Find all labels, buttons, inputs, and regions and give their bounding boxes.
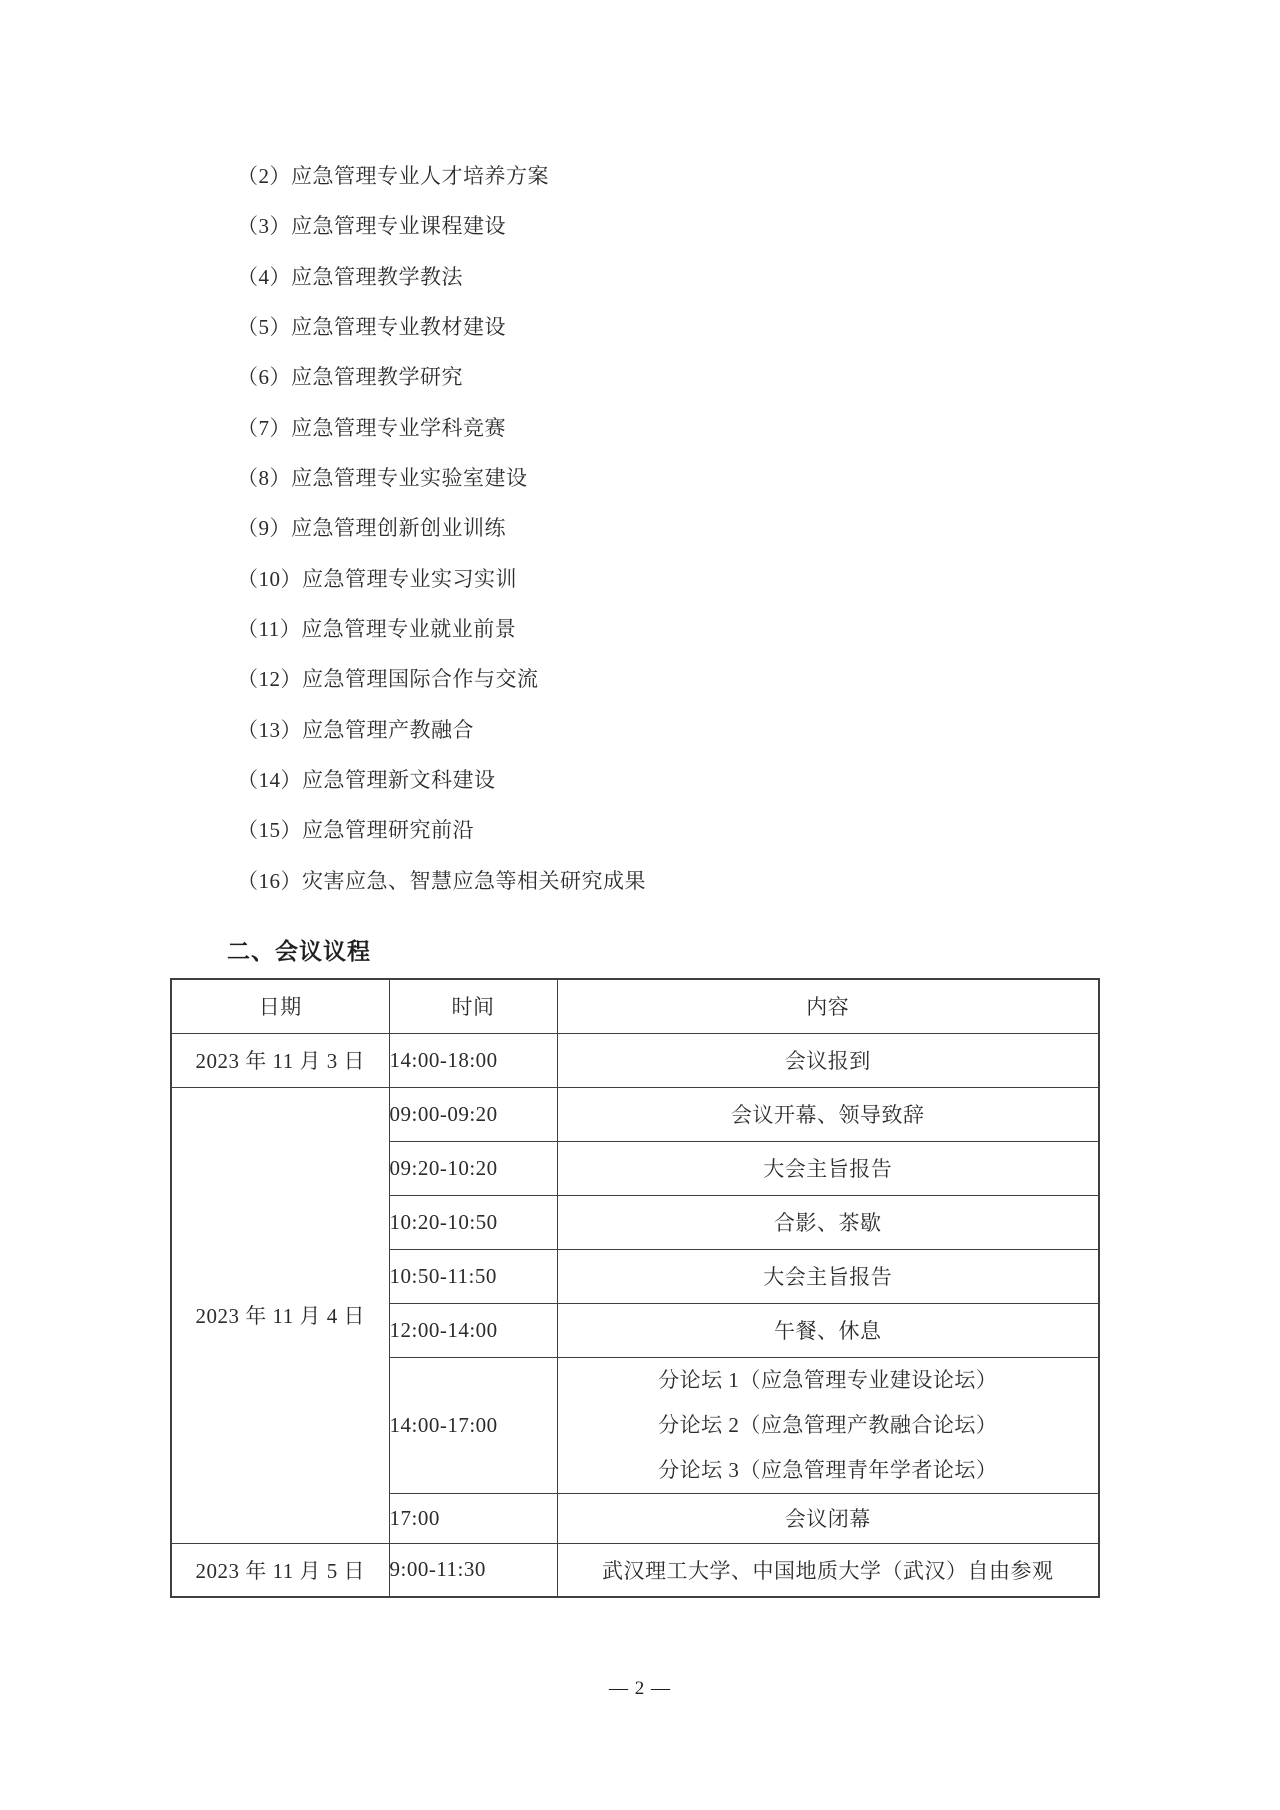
agenda-table xyxy=(170,978,1100,1598)
content-cell: 会议报到 xyxy=(557,1033,1099,1087)
topic-item-11: （11）应急管理专业就业前景 xyxy=(237,617,517,642)
topic-item-15: （15）应急管理研究前沿 xyxy=(237,818,474,843)
time-cell: 14:00-18:00 xyxy=(389,1033,557,1087)
content-cell: 午餐、休息 xyxy=(557,1303,1099,1357)
date-cell: 2023 年 11 月 5 日 xyxy=(171,1543,389,1597)
table-header-row xyxy=(171,979,1099,1033)
content-cell: 合影、茶歇 xyxy=(557,1195,1099,1249)
forum-line-1: 分论坛 1（应急管理专业建设论坛） xyxy=(658,1367,998,1392)
date-cell: 2023 年 11 月 4 日 xyxy=(171,1087,389,1543)
topic-list xyxy=(237,151,997,906)
table-row xyxy=(171,1033,1099,1087)
topic-item-6: （6）应急管理教学研究 xyxy=(237,365,463,390)
header-time: 时间 xyxy=(389,979,557,1033)
section-heading-agenda: 二、会议议程 xyxy=(227,938,371,964)
content-cell-forums xyxy=(557,1357,1099,1493)
time-cell: 09:20-10:20 xyxy=(389,1141,557,1195)
topic-item-14: （14）应急管理新文科建设 xyxy=(237,768,496,793)
topic-item-5: （5）应急管理专业教材建设 xyxy=(237,315,506,340)
header-date: 日期 xyxy=(171,979,389,1033)
topic-item-10: （10）应急管理专业实习实训 xyxy=(237,566,517,591)
date-cell: 2023 年 11 月 3 日 xyxy=(171,1033,389,1087)
topic-item-16: （16）灾害应急、智慧应急等相关研究成果 xyxy=(237,868,646,893)
table-row xyxy=(171,1543,1099,1597)
forum-line-2: 分论坛 2（应急管理产教融合论坛） xyxy=(658,1412,998,1437)
content-cell: 会议开幕、领导致辞 xyxy=(557,1087,1099,1141)
content-cell: 会议闭幕 xyxy=(557,1493,1099,1543)
topic-item-2: （2）应急管理专业人才培养方案 xyxy=(237,164,549,188)
table-row xyxy=(171,1087,1099,1141)
topic-item-3: （3）应急管理专业课程建设 xyxy=(237,214,506,239)
topic-item-7: （7）应急管理专业学科竞赛 xyxy=(237,415,506,440)
topic-item-13: （13）应急管理产教融合 xyxy=(237,717,474,742)
time-cell: 12:00-14:00 xyxy=(389,1303,557,1357)
topic-item-8: （8）应急管理专业实验室建设 xyxy=(237,466,528,491)
time-cell: 9:00-11:30 xyxy=(389,1543,557,1597)
topic-item-4: （4）应急管理教学教法 xyxy=(237,264,463,289)
content-cell: 大会主旨报告 xyxy=(557,1141,1099,1195)
topic-item-9: （9）应急管理创新创业训练 xyxy=(237,516,506,541)
time-cell: 17:00 xyxy=(389,1493,557,1543)
header-content: 内容 xyxy=(557,979,1099,1033)
time-cell: 10:50-11:50 xyxy=(389,1249,557,1303)
time-cell: 10:20-10:50 xyxy=(389,1195,557,1249)
page-number: — 2 — xyxy=(609,1678,671,1699)
content-cell: 武汉理工大学、中国地质大学（武汉）自由参观 xyxy=(557,1543,1099,1597)
forum-line-3: 分论坛 3（应急管理青年学者论坛） xyxy=(658,1457,998,1482)
time-cell: 09:00-09:20 xyxy=(389,1087,557,1141)
topic-item-12: （12）应急管理国际合作与交流 xyxy=(237,667,539,692)
content-cell: 大会主旨报告 xyxy=(557,1249,1099,1303)
time-cell: 14:00-17:00 xyxy=(389,1357,557,1493)
